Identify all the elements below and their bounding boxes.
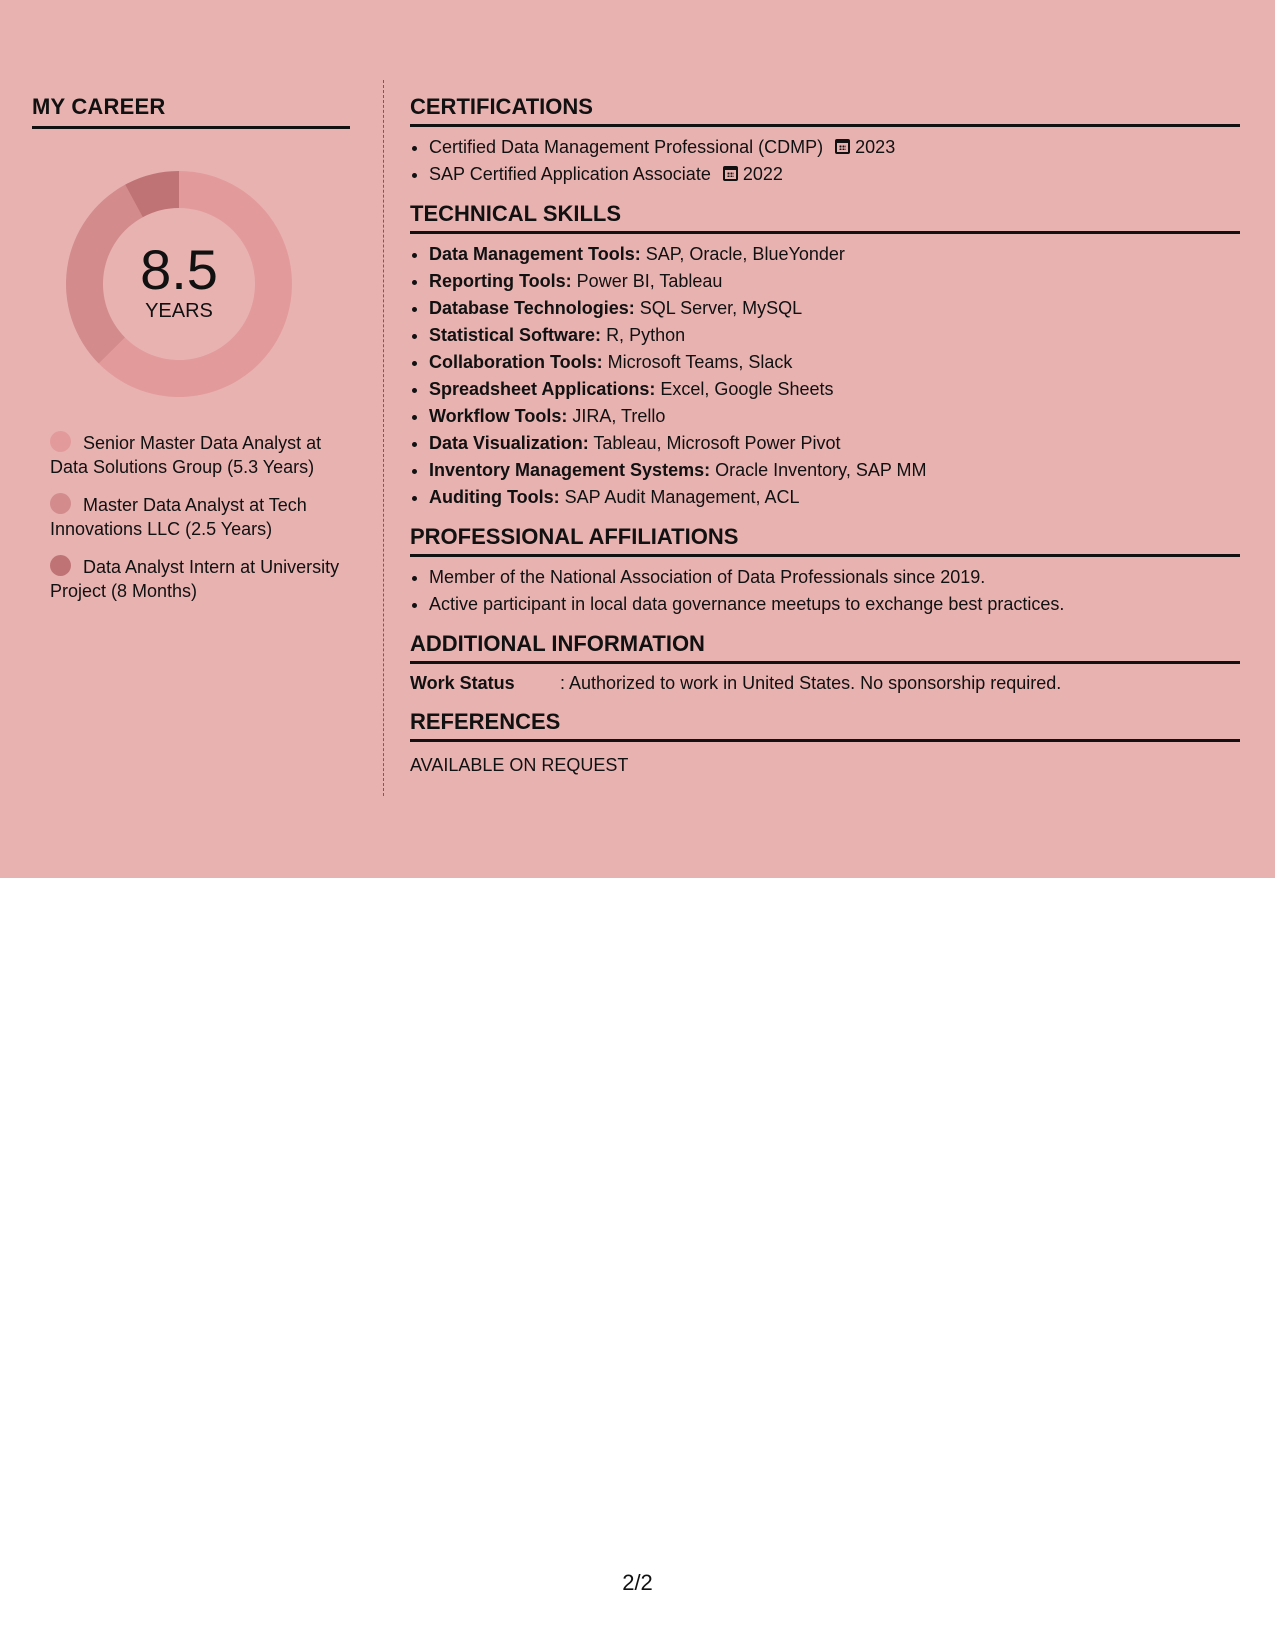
skill-item [429, 457, 1240, 484]
skills-list [410, 241, 1240, 511]
certification-item [429, 134, 1240, 161]
legend-label: Data Analyst Intern at University Project (8 Months) [50, 557, 340, 601]
certifications-list [410, 134, 1240, 188]
references-heading: REFERENCES [410, 709, 1240, 742]
skill-value: Power BI, Tableau [576, 271, 723, 291]
affiliation-item: • Active participant in local data governance meetups to exchange best practices. [429, 591, 1240, 618]
skill-label: Spreadsheet Applications: [429, 379, 656, 399]
skill-value: R, Python [606, 325, 686, 345]
skill-item [429, 484, 1240, 511]
additional-info-heading: ADDITIONAL INFORMATION [410, 631, 1240, 664]
certification-year: 2023 [855, 137, 896, 157]
career-total-unit: YEARS [145, 300, 213, 322]
career-legend [50, 431, 340, 603]
work-status-value: : Authorized to work in United States. No sponsorship required. [560, 673, 1062, 693]
skill-label: Inventory Management Systems: [429, 460, 711, 480]
legend-dot-icon [50, 555, 71, 576]
affiliations-section [410, 524, 1240, 618]
calendar-icon [835, 139, 850, 154]
skills-section [410, 201, 1240, 511]
affiliation-item: • Member of the National Association of Data Professionals since 2019. [429, 564, 1240, 591]
skill-item [429, 322, 1240, 349]
skills-heading: TECHNICAL SKILLS [410, 201, 1240, 234]
skill-value: Microsoft Teams, Slack [607, 352, 793, 372]
work-status-label: Work Status [410, 673, 515, 693]
skill-label: Database Technologies: [429, 298, 635, 318]
skill-label: Statistical Software: [429, 325, 602, 345]
skill-label: Collaboration Tools: [429, 352, 603, 372]
column-divider [383, 80, 384, 796]
skill-value: JIRA, Trello [572, 406, 666, 426]
legend-label: Master Data Analyst at Tech Innovations LLC (2.5 Years) [50, 495, 307, 539]
skill-value: SQL Server, MySQL [639, 298, 803, 318]
legend-dot-icon [50, 431, 71, 452]
skill-label: Data Visualization: [429, 433, 589, 453]
work-status-row [410, 670, 1240, 696]
legend-item [50, 431, 340, 479]
references-section [410, 709, 1240, 778]
certifications-section [410, 94, 1240, 188]
skill-value: SAP, Oracle, BlueYonder [645, 244, 845, 264]
legend-item [50, 493, 340, 541]
skill-item [429, 241, 1240, 268]
skill-item [429, 268, 1240, 295]
skill-value: Excel, Google Sheets [660, 379, 834, 399]
references-text: AVAILABLE ON REQUEST [410, 755, 629, 775]
page-number: 2/2 [622, 1570, 653, 1595]
affiliations-heading: PROFESSIONAL AFFILIATIONS [410, 524, 1240, 557]
skill-item [429, 376, 1240, 403]
certification-name: Certified Data Management Professional (CDMP) [429, 137, 824, 157]
career-donut-chart [64, 169, 294, 399]
skill-value: Tableau, Microsoft Power Pivot [593, 433, 841, 453]
skill-item [429, 430, 1240, 457]
skill-label: Auditing Tools: [429, 487, 560, 507]
affiliations-list [410, 564, 1240, 618]
skill-value: SAP Audit Management, ACL [564, 487, 800, 507]
skill-label: Data Management Tools: [429, 244, 641, 264]
skill-item [429, 295, 1240, 322]
skill-value: Oracle Inventory, SAP MM [715, 460, 927, 480]
calendar-icon [723, 166, 738, 181]
donut-center-label [64, 238, 294, 323]
legend-dot-icon [50, 493, 71, 514]
skill-label: Reporting Tools: [429, 271, 572, 291]
skill-item [429, 349, 1240, 376]
legend-item [50, 555, 340, 603]
career-heading: MY CAREER [32, 94, 350, 129]
certification-name: SAP Certified Application Associate [429, 164, 711, 184]
details-column [410, 94, 1240, 791]
career-column [32, 94, 350, 617]
legend-label: Senior Master Data Analyst at Data Solutions Group (5.3 Years) [50, 433, 322, 477]
certification-item [429, 161, 1240, 188]
skill-item [429, 403, 1240, 430]
career-total-years: 8.5 [140, 238, 218, 301]
certification-year: 2022 [742, 164, 783, 184]
additional-info-section [410, 631, 1240, 696]
skill-label: Workflow Tools: [429, 406, 568, 426]
certifications-heading: CERTIFICATIONS [410, 94, 1240, 127]
